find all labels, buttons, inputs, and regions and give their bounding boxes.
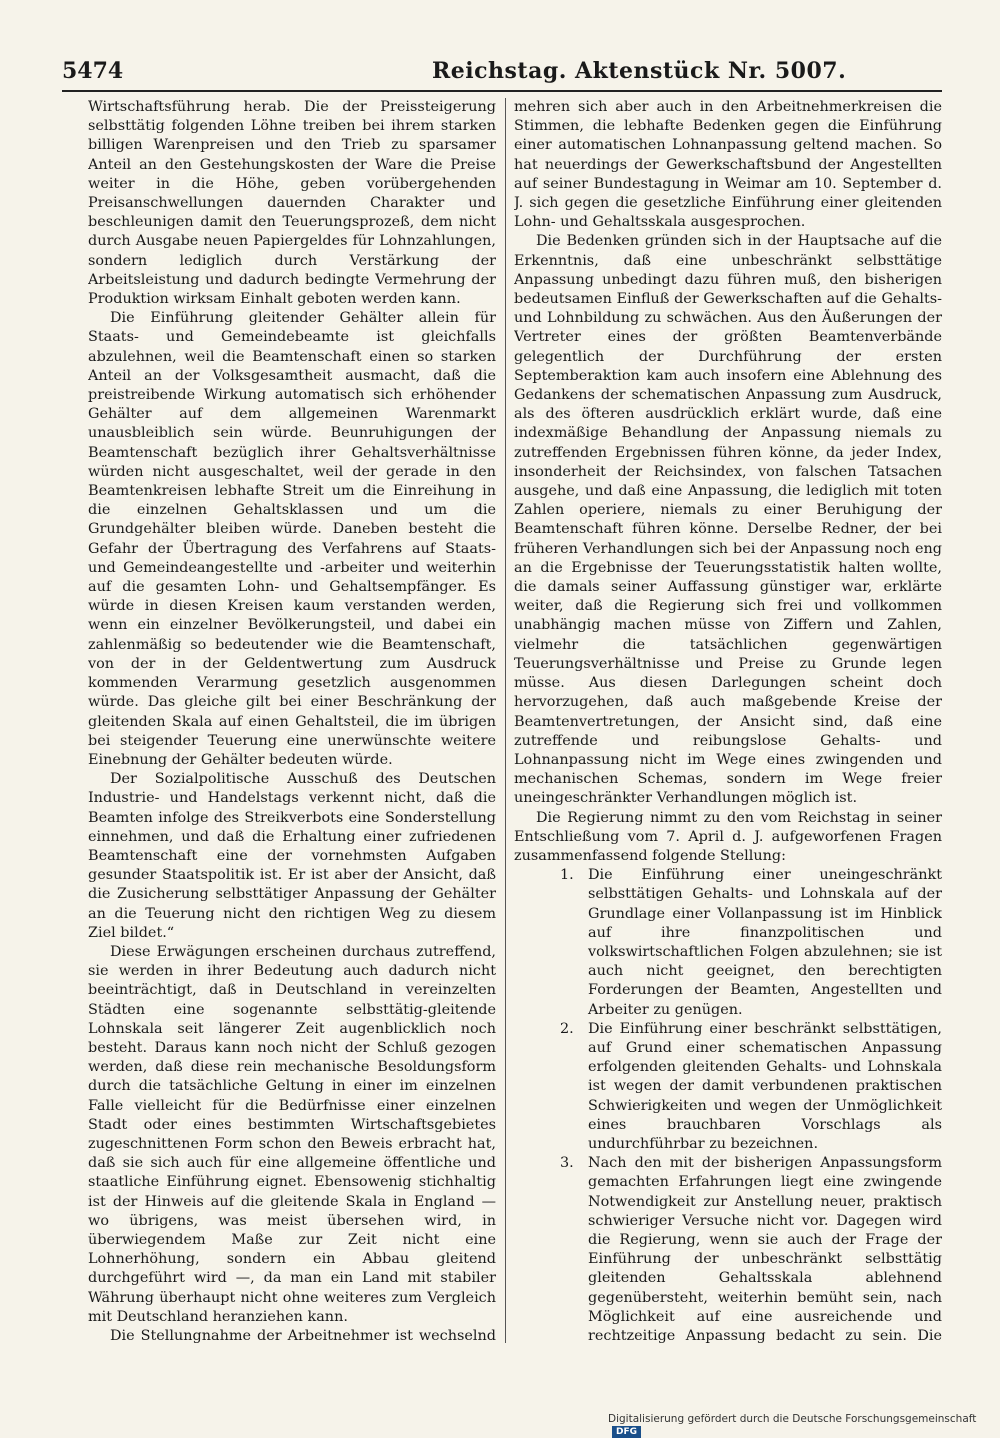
paragraph: Wirtschaftsführung herab. Die der Preissteigerung selbsttätig folgenden Löhne treiben bei ihrem starken billigen Warenpreisen und den Trieb zu sparsamer Anteil an den Gestehungskosten der Ware die Preise weiter in die Höhe, geben vorübergehenden Preisanschwellungen dauernden Charakter und beschleunigen damit den Teuerungsprozeß, dem nicht durch Ausgabe neuen Papiergeldes für Lohnzahlungen, sondern lediglich durch Verstärkung der Arbeitsleistung und dadurch bedingte Vermehrung der Produktion wirksam Einhalt geboten werden kann. xyxy=(88,99,496,308)
list-item xyxy=(514,1154,942,1348)
list-item xyxy=(514,866,942,1020)
list-text: Nach den mit der bisherigen Anpassungsform gemachten Erfahrungen liegt eine zwingende Notwendigkeit zur Anstellung neuer, praktisch schwieriger Versuche nicht vor. Dagegen wird die Regierung, wenn sie auch der Frage der Einführung der unbeschränkt selbsttätig gleitenden Gehaltsskala ablehnend gegenübersteht, weiterhin bemüht sein, nach Möglichkeit auf eine ausreichende und rechtzeitige Anpassung bedacht zu sein. Die xyxy=(588,1155,942,1344)
list-number: 2. xyxy=(560,1020,574,1037)
list-number: 1. xyxy=(560,867,574,884)
page-header xyxy=(62,56,942,92)
paragraph: Diese Erwägungen erscheinen durchaus zutreffend, sie werden in ihrer Bedeutung auch dadurch nicht beeinträchtigt, daß in Deutschland in vereinzelten Städten eine sogenannte selbsttätig-gleitende Lohnskala seit längerer Zeit augenblicklich noch besteht. Daraus kann noch nicht der Schluß gezogen werden, daß diese rein mechanische Besoldungsform durch die tatsächliche Geltung in einer im einzelnen Falle vielleicht für die Bedürfnisse einer einzelnen Stadt oder eines bestimmten Wirtschaftsgebietes zugeschnittenen Form schon den Beweis erbracht hat, daß sie sich auch für eine allgemeine öffentliche und staatliche Einführung eignet. Ebensowenig stichhaltig ist der Hinweis auf die gleitende Skala in England — wo übrigens, was meist übersehen wird, in überwiegendem Maße zur Zeit nicht eine Lohnerhöhung, sondern ein Abbau gleitend durchgeführt wird —, da man ein Land mit stabiler Währung überhaupt nicht ohne weiteres zum Vergleich mit Deutschland heranziehen kann. xyxy=(88,943,496,1325)
right-column xyxy=(514,98,942,1348)
dfg-logo-icon: DFG xyxy=(612,1426,641,1438)
list-text: Die Einführung einer uneingeschränkt selbsttätigen Gehalts- und Lohnskala auf der Grundlage einer Vollanpassung ist im Hinblick auf ihre finanzpolitischen und volkswirtschaftlichen Folgen abzulehnen; sie ist auch nicht geeignet, den berechtigten Forderungen der Beamten, Angestellten und Arbeiter zu genügen. xyxy=(588,867,942,1018)
paragraph: Die Regierung nimmt zu den vom Reichstag in seiner Entschließung vom 7. April d. J. aufgeworfenen Fragen zusammenfassend folgende Stellung: xyxy=(514,809,942,864)
left-column xyxy=(88,98,496,1348)
paragraph: Die Stellungnahme der Arbeitnehmer ist wechselnd xyxy=(110,1328,496,1344)
column-divider xyxy=(505,98,506,1343)
paragraph: mehren sich aber auch in den Arbeitnehmerkreisen die Stimmen, die lebhafte Bedenken gegen die Einführung einer automatischen Lohnanpassung geltend machen. So hat neuerdings der Gewerkschaftsbund der Angestellten auf seiner Bundestagung in Weimar am 10. September d. J. sich gegen die gesetzliche Einführung einer gleitenden Lohn- und Gehaltsskala ausgesprochen. xyxy=(514,99,942,231)
footer-text: Digitalisierung gefördert durch die Deutsche Forschungsgemeinschaft xyxy=(608,1413,977,1425)
page-number: 5474 xyxy=(62,58,124,84)
list-item xyxy=(514,1020,942,1154)
list-text: Die Einführung einer beschränkt selbsttätigen, auf Grund einer schematischen Anpassung erfolgenden gleitenden Gehalts- und Lohnskala ist wegen der damit verbundenen praktischen Schwierigkeiten und wegen der Unmöglichkeit eines brauchbaren Vorschlags als undurchführbar zu bezeichnen. xyxy=(588,1020,942,1152)
list-number: 3. xyxy=(560,1155,574,1172)
paragraph: Die Bedenken gründen sich in der Hauptsache auf die Erkenntnis, daß eine unbeschränkt selbsttätige Anpassung unbedingt dazu führen muß, den bisherigen bedeutsamen Einfluß der Gewerkschaften auf die Gehalts- und Lohnbildung zu schwächen. Aus den Äußerungen der Vertreter eines der größten Beamtenverbände gelegentlich der Durchführung der ersten Septemberaktion kam auch insofern eine Ablehnung des Gedankens der schematischen Anpassung zum Ausdruck, als des öfteren ausdrücklich erklärt wurde, daß eine indexmäßige Behandlung der Anpassung niemals zu zutreffenden Ergebnissen führen könne, da jeder Index, insonderheit der Reichsindex, von falschen Tatsachen ausgehe, und daß eine Anpassung, die lediglich mit toten Zahlen operiere, niemals zu einer Beruhigung der Beamtenschaft führen könne. Derselbe Redner, der bei früheren Verhandlungen sich bei der Anpassung noch eng an die Ergebnisse der Teuerungsstatistik halten wollte, die damals seiner Auffassung günstiger war, erklärte weiter, daß die Regierung sich frei und vollkommen unabhängig machen müsse von Ziffern und Zahlen, vielmehr die tatsächlichen gegenwärtigen Teuerungsverhältnisse und Preise zu Grunde legen müsse. Aus diesen Darlegungen scheint doch hervorzugehen, daß auch maßgebende Kreise der Beamtenvertretungen, der Ansicht sind, daß eine zutreffende und reibungslose Gehalts- und Lohnanpassung nicht im Wege eines zwingenden und mechanischen Schemas, sondern im Wege freier uneingeschränkter Verhandlungen möglich ist. xyxy=(514,233,942,807)
paragraph: Die Einführung gleitender Gehälter allein für Staats- und Gemeindebeamte ist gleichfalls abzulehnen, weil die Beamtenschaft einen so starken Anteil an der Volksgesamtheit ausmacht, daß die preistreibende Wirkung automatisch sich erhöhender Gehälter auf dem allgemeinen Warenmarkt unausbleiblich sein würde. Beunruhigungen der Beamtenschaft bezüglich ihrer Gehaltsverhältnisse würden nicht ausgeschaltet, weil der gerade in den Beamtenkreisen lebhafte Streit um die Einreihung in die einzelnen Gehaltsklassen und um die Grundgehälter bleiben würde. Daneben besteht die Gefahr der Übertragung des Verfahrens auf Staats- und Gemeindeangestellte und -arbeiter und weiterhin auf die gesamten Lohn- und Gehaltsempfänger. Es würde in diesen Kreisen kaum verstanden werden, wenn ein einzelner Bevölkerungsteil, und dabei ein zahlenmäßig so bedeutender wie die Beamtenschaft, von der in der Geldentwertung zum Ausdruck kommenden Verarmung gesetzlich ausgenommen würde. Das gleiche gilt bei einer Beschränkung der gleitenden Skala auf einen Gehaltsteil, die im übrigen bei steigender Teuerung eine unerwünschte weitere Einebnung der Gehälter bedeuten würde. xyxy=(88,310,496,768)
position-list xyxy=(514,866,942,1348)
digitization-footer xyxy=(608,1413,1000,1438)
running-title: Reichstag. Aktenstück Nr. 5007. xyxy=(432,58,847,84)
paragraph: Der Sozialpolitische Ausschuß des Deutschen Industrie- und Handelstags verkennt nicht, daß die Beamten infolge des Streikverbots eine Sonderstellung einnehmen, und daß die Erhaltung einer zufriedenen Beamtenschaft eine der vornehmsten Aufgaben gesunder Staatspolitik ist. Er ist aber der Ansicht, daß die Zusicherung selbsttätiger Anpassung der Gehälter an die Teuerung nicht den richtigen Weg zu diesem Ziel bildet.“ xyxy=(88,771,496,941)
